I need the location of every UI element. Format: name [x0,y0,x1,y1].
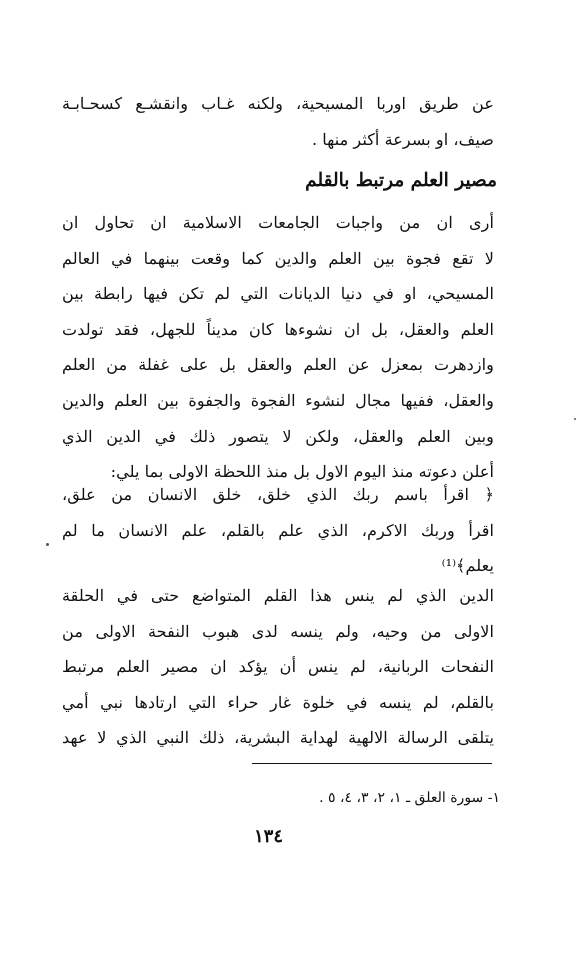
text-line: الدين الذي لم ينس هذا القلم المتواضع حتى في الحلقة [62,586,494,605]
text-line: النفحات الربانية، لم ينس أن يؤكد ان مصير العلم مرتبط [62,657,494,677]
text-line: وازدهرت بمعزل عن العلم والعقل بل على غفلة من العلم [62,355,494,375]
scan-speck [46,543,49,546]
text-line: العلم والعقل، بل ان نشوءها كان مديناً للجهل، فقد تولدت [62,319,494,339]
text-line: اقرأ وربك الاكرم، الذي علم بالقلم، علم الانسان ما لم [62,520,494,540]
quran-quote [62,477,494,584]
text-line: بالقلم، لم ينسه في خلوة غار حراء التي ارتادها نبي أمي [62,692,494,712]
text-line: والعقل، ففيها مجال لنشوء الفجوة والجفوة بين العلم والدين [62,390,494,410]
scan-speck [574,418,576,420]
text-line: صيف، او بسرعة أكثر منها . [312,129,494,149]
text-line: وبين العلم والعقل، ولكن لا يتصور ذلك في الدين الذي [62,426,494,446]
text-line: يتلقى الرسالة الالهية لهداية البشرية، ذلك النبي الذي لا عهد [62,728,494,748]
text-line: المسيحي، او في دنيا الديانات التي لم تكن فيها رابطة بين [62,284,494,304]
paragraph-1 [62,205,494,490]
text-line: ﴿ اقرأ باسم ربك الذي خلق، خلق الانسان من علق، [62,485,494,504]
page-number: ١٣٤ [254,826,284,847]
section-heading: مصير العلم مرتبط بالقلم [305,170,497,191]
footnote: ١- سورة العلق ـ ١، ٢، ٣، ٤، ٥ . [319,790,500,806]
footnote-divider [252,763,492,764]
text-line: الاولى من وحيه، ولم ينسه لدى هبوب النفحة الاولى من [62,621,494,641]
text-line: أرى ان من واجبات الجامعات الاسلامية ان تحاول ان [62,213,494,232]
text-line: أعلن دعوته منذ اليوم الاول بل منذ اللحظة الاولى بما يلي: [110,462,494,482]
text-line: عن طريق اوربا المسيحية، ولكنه غـاب وانقشـع كسحـابـة [62,94,494,113]
intro-paragraph [62,86,494,157]
paragraph-2 [62,578,494,756]
text-line: يعلم﴾⁽¹⁾ [441,556,494,576]
text-line: لا تقع فجوة بين العلم والدين كما وقعت بينهما في العالم [62,248,494,268]
